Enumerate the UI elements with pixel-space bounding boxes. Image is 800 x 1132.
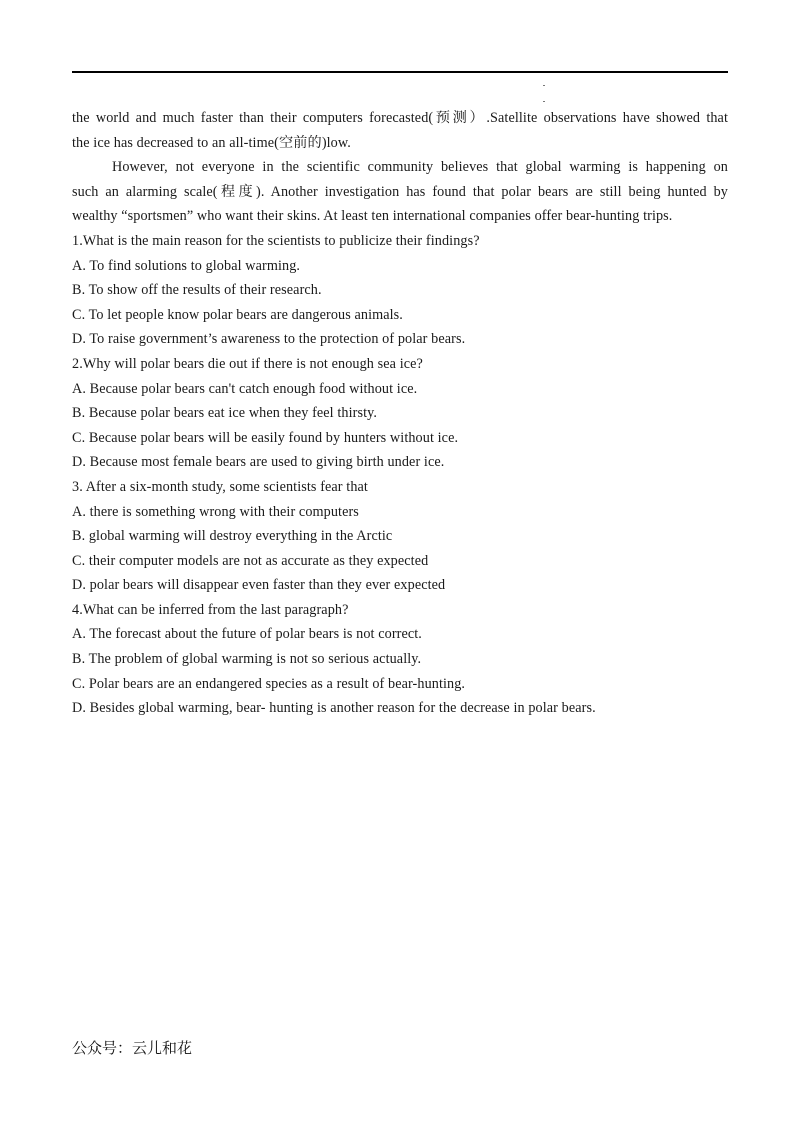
answer-option: A. To find solutions to global warming. <box>72 257 301 274</box>
answer-option: C. their computer models are not as accurate as they expected <box>72 552 429 569</box>
answer-option: D. polar bears will disappear even faster than they ever expected <box>72 577 446 594</box>
header-rule <box>72 71 728 73</box>
passage-line: such an alarming scale(程度). Another investigation has found that polar bears are still being hunted by <box>72 183 728 200</box>
header-dot <box>543 85 545 86</box>
answer-option: B. global warming will destroy everything in the Arctic <box>72 528 393 545</box>
answer-option: A. Because polar bears can't catch enough food without ice. <box>72 380 418 397</box>
answer-option: D. To raise government’s awareness to the protection of polar bears. <box>72 331 466 348</box>
question-stem: 3. After a six-month study, some scientists fear that <box>72 478 368 495</box>
answer-option: C. Polar bears are an endangered species as a result of bear-hunting. <box>72 675 466 692</box>
passage-line: wealthy “sportsmen” who want their skins. At least ten international companies offer bear-hunting trips. <box>72 208 673 225</box>
passage-line: However, not everyone in the scientific community believes that global warming is happening on <box>112 159 728 176</box>
answer-option: D. Besides global warming, bear- hunting is another reason for the decrease in polar bears. <box>72 700 596 717</box>
answer-option: B. To show off the results of their research. <box>72 282 322 299</box>
answer-option: C. Because polar bears will be easily found by hunters without ice. <box>72 429 459 446</box>
passage-line: the world and much faster than their computers forecasted(预测）.Satellite observations have showed that <box>72 110 728 126</box>
answer-option: A. The forecast about the future of polar bears is not correct. <box>72 626 422 643</box>
passage-line: the ice has decreased to an all-time(空前的)low. <box>72 134 351 151</box>
question-stem: 1.What is the main reason for the scientists to publicize their findings? <box>72 232 480 249</box>
question-stem: 2.Why will polar bears die out if there is not enough sea ice? <box>72 355 423 372</box>
answer-option: B. Because polar bears eat ice when they feel thirsty. <box>72 405 378 422</box>
answer-option: C. To let people know polar bears are dangerous animals. <box>72 306 403 323</box>
footer-text: 公众号：云儿和花 <box>72 1039 193 1057</box>
answer-option: D. Because most female bears are used to giving birth under ice. <box>72 454 445 471</box>
header-dot <box>543 101 545 102</box>
document-body <box>72 106 728 721</box>
answer-option: A. there is something wrong with their computers <box>72 503 359 520</box>
answer-option: B. The problem of global warming is not so serious actually. <box>72 651 422 668</box>
question-stem: 4.What can be inferred from the last paragraph? <box>72 601 349 618</box>
